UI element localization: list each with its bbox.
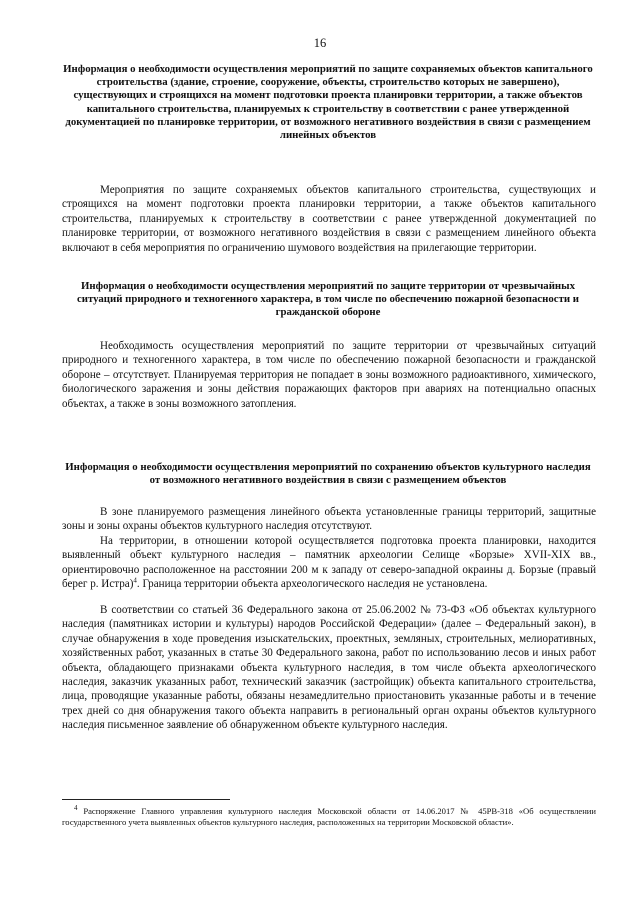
footnote-divider	[62, 799, 230, 800]
footnote-reference: 4	[133, 576, 137, 585]
paragraph-emergency-measures: Необходимость осуществления мероприятий по защите территории от чрезвычайных ситуаций природного и техногенного характера, в том числе по обеспечению пожарной безопасности и гражданской обороне – отсутствует. Планируемая территория не попадает в зоны возможного радиоактивного, химического, биологического заражения и зоны действия поражающих факторов при авариях на потенциально опасных объектах, а также в зоны возможного затопления.	[62, 340, 596, 410]
page-number: 16	[313, 36, 327, 50]
paragraph-noise-measures: Мероприятия по защите сохраняемых объектов капитального строительства, существующих и строящихся на момент подготовки проекта планировки территории, а также объектов капитального строительства, планируемых к строительству в соответствии с ранее утвержденной документацией по планировке территории, от возможного негативного воздействия в связи с размещением линейного объекта включают в себя мероприятия по ограничению шумового воздействия на прилегающие территории.	[62, 184, 596, 254]
paragraph-archaeology-site	[62, 534, 596, 592]
archaeology-site-text: На территории, в отношении которой осуществляется подготовка проекта планировки, находится выявленный объект культурного наследия – памятник археологии Селище «Борзые» XVII-XIX вв., ориентировочно расположенное на расстоянии 200 м к западу от северо-западной окраины д. Борзые (правый берег р. Истра)	[62, 535, 596, 591]
paragraph-federal-law: В соответствии со статьей 36 Федерального закона от 25.06.2002 № 73-ФЗ «Об объектах культурного наследия (памятниках истории и культуры) народов Российской Федерации» (далее – Федеральный закон), в случае обнаружения в ходе проведения изыскательских, проектных, земляных, строительных, мелиоративных, хозяйственных работ, указанных в статье 30 Федерального закона, работ по использованию лесов и иных работ объекта, обладающего признаками объекта культурного наследия, в том числе объекта археологического наследия, заказчик указанных работ, технический заказчик (застройщик) объекта капитального строительства, лица, проводящие указанные работы, обязаны незамедлительно приостановить указанные работы и в течение трех дней со дня обнаружения такого объекта направить в региональный орган охраны объектов культурного наследия письменное заявление об обнаруженном объекте культурного наследия.	[62, 604, 596, 732]
archaeology-site-tail: . Граница территории объекта археологического наследия не установлена.	[136, 578, 488, 591]
section-heading-cultural-heritage: Информация о необходимости осуществления мероприятий по сохранению объектов культурного наследия от возможного негативного воздействия в связи с размещением объектов	[65, 461, 591, 487]
footnote	[62, 806, 596, 828]
section-heading-protection-of-buildings: Информация о необходимости осуществления мероприятий по защите сохраняемых объектов капитального строительства (здание, строение, сооружение, объекты, строительство которых не завершено), существующих и строящихся на момент подготовки проекта планировки территории, а также объектов капитального строительства, планируемых к строительству в соответствии с ранее утвержденной документацией по планировке территории, от возможного негативного воздействия в связи с размещением линейных объектов	[63, 63, 593, 142]
paragraph-no-heritage-zones: В зоне планируемого размещения линейного объекта установленные границы территорий, защитные зоны и зоны охраны объектов культурного наследия отсутствуют.	[62, 506, 596, 533]
footnote-text: Распоряжение Главного управления культурного наследия Московской области от 14.06.2017 № 45РВ-318 «Об осуществлении государственного учета выявленных объектов культурного наследия, расположенных на территории Московской области».	[62, 806, 596, 828]
section-heading-emergency-protection: Информация о необходимости осуществления мероприятий по защите территории от чрезвычайных ситуаций природного и техногенного характера, в том числе по обеспечению пожарной безопасности и гражданской обороне	[76, 280, 580, 319]
footnote-mark: 4	[74, 804, 78, 813]
